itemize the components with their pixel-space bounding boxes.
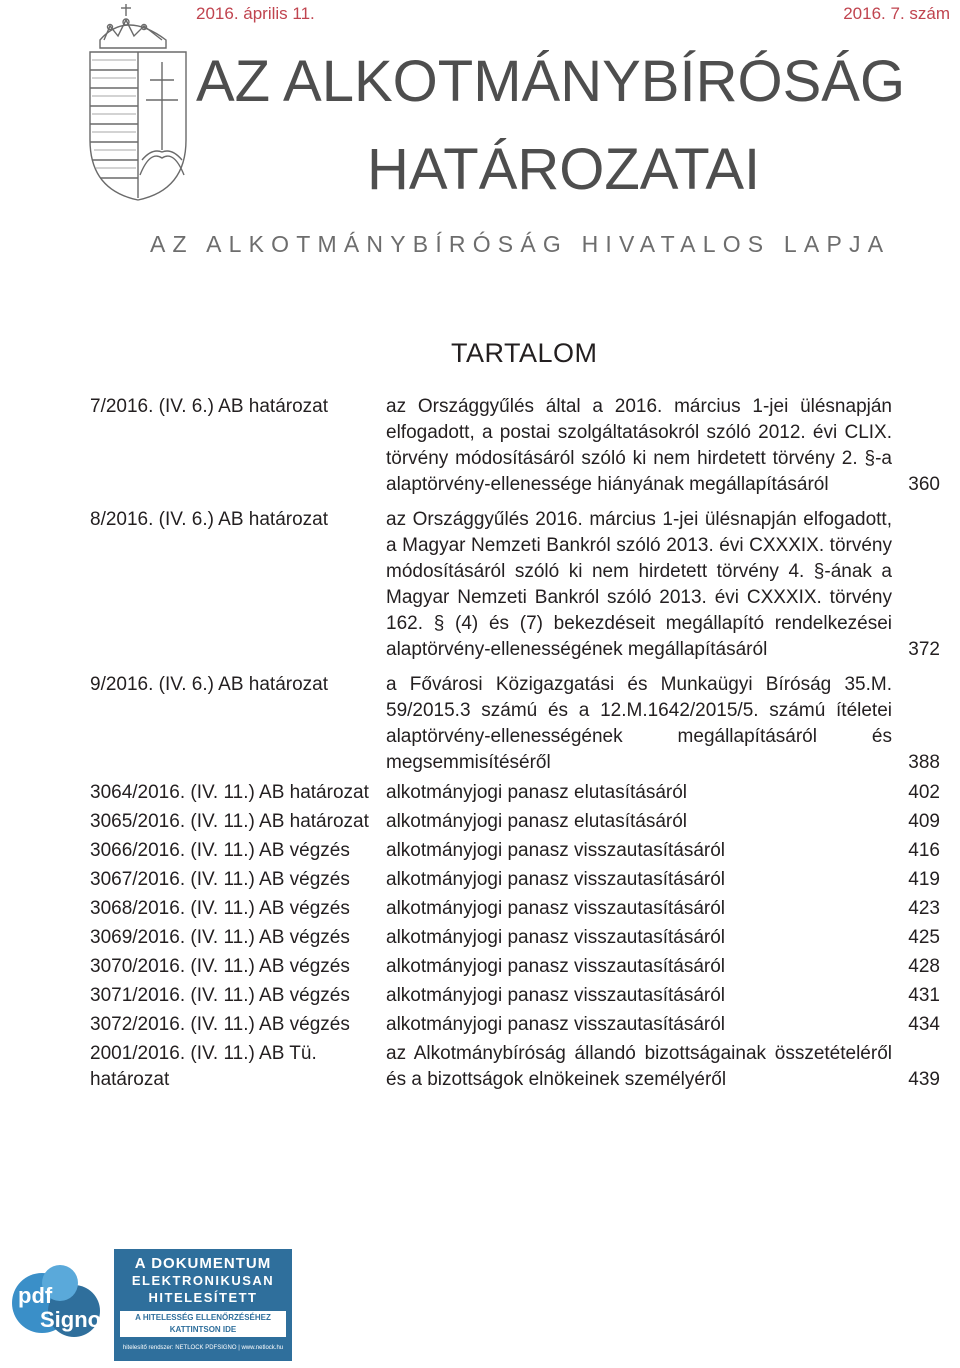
toc-entry-desc: alkotmányjogi panasz visszautasításáról [386,1014,726,1035]
badge-line-2: ELEKTRONIKUSAN [131,1273,275,1288]
toc-entry-ref: 3071/2016. (IV. 11.) AB végzés [90,985,350,1006]
toc-entry-desc: alkotmányjogi panasz elutasításáról [386,811,688,832]
journal-subtitle: AZ ALKOTMÁNYBÍRÓSÁG HIVATALOS LAPJA [150,231,891,257]
badge-line-3: HITELESÍTETT [148,1290,258,1305]
toc-heading: TARTALOM [451,338,598,368]
toc-entry[interactable] [90,983,950,1009]
badge-line-5: KATTINTSON IDE [169,1325,237,1334]
issue-date: 2016. április 11. [196,4,315,23]
toc-entry-page: 428 [908,956,940,977]
toc-entry-page: 360 [908,474,940,495]
toc-entry[interactable] [90,838,950,864]
toc-entry-ref: 3066/2016. (IV. 11.) AB végzés [90,840,350,861]
journal-title-line2: HATÁROZATAI [367,137,761,202]
toc-entry-page: 409 [908,811,940,832]
issue-number: 2016. 7. szám [843,4,950,23]
toc-entry-ref: 3070/2016. (IV. 11.) AB végzés [90,956,350,977]
journal-title-line1: AZ ALKOTMÁNYBÍRÓSÁG [196,49,906,114]
toc-entry-desc: alkotmányjogi panasz visszautasításáról [386,956,726,977]
toc-entry[interactable] [90,780,950,806]
toc-entry-desc: az Országgyűlés által a 2016. március 1-jei ülésnapján elfogadott, a postai szolgáltatásokról szóló 2012. évi CLIX. törvény módosításáról szóló ki nem hirdetett törvény 2. §-a alaptörvény-ellenessége hiányának megállapításáról [386,396,892,495]
hungarian-coat-of-arms-icon [78,0,196,205]
toc-entry-desc: alkotmányjogi panasz visszautasításáról [386,840,726,861]
toc-entry-page: 402 [908,782,940,803]
toc-entry-page: 431 [908,985,940,1006]
toc-entry[interactable] [90,809,950,835]
toc-entry-ref: 9/2016. (IV. 6.) AB határozat [90,674,329,695]
toc-entry-page: 425 [908,927,940,948]
toc-entry-ref: 3069/2016. (IV. 11.) AB végzés [90,927,350,948]
toc-entry-page: 419 [908,869,940,890]
toc-entry-desc: az Alkotmánybíróság állandó bizottságainak összetételéről és a bizottságok elnökeinek személyéről [386,1043,892,1090]
toc-entry-desc: alkotmányjogi panasz elutasításáról [386,782,688,803]
pdfsigno-logo-text-2: Signo [40,1307,102,1332]
toc-entry[interactable] [90,896,950,922]
toc-entry-page: 372 [908,639,940,660]
toc-entry-desc: alkotmányjogi panasz visszautasításáról [386,985,726,1006]
toc-entry-ref: 3064/2016. (IV. 11.) AB határozat [90,782,369,803]
toc-entry[interactable] [90,507,950,663]
toc-entry-ref: 3067/2016. (IV. 11.) AB végzés [90,869,350,890]
toc-entry[interactable] [90,867,950,893]
toc-entry-desc: alkotmányjogi panasz visszautasításáról [386,869,726,890]
toc-entry-page: 416 [908,840,940,861]
toc-entry-desc: az Országgyűlés 2016. március 1-jei ülésnapján elfogadott, a Magyar Nemzeti Bankról szóló 2013. évi CXXXIX. törvény módosításáról szóló ki nem hirdetett törvény 4. §-ának a Magyar Nemzeti Bankról szóló 2013. évi CXXXIX. törvény 162. § (4) és (7) bekezdéseit megállapító rendelkezései alaptörvény-ellenességének megállapításáról [386,509,892,660]
toc-entry-ref: 3072/2016. (IV. 11.) AB végzés [90,1014,350,1035]
toc-entry-desc: a Fővárosi Közigazgatási és Munkaügyi Bíróság 35.M. 59/2015.3 számú és a 12.M.1642/2015/5. számú ítéletei alaptörvény-ellenességének megállapításáról és megsemmisítéséről [386,674,892,773]
badge-panel[interactable] [114,1249,292,1361]
signature-badge[interactable] [2,1249,292,1361]
toc-entry[interactable] [90,672,950,776]
badge-footer: hitelesítő rendszer: NETLOCK PDFSIGNO | www.netlock.hu [122,1345,284,1351]
toc-entry-ref: 2001/2016. (IV. 11.) AB Tü. határozat [90,1043,317,1090]
toc-entry[interactable] [90,954,950,980]
badge-line-1: A DOKUMENTUM [134,1255,272,1272]
toc-entry-desc: alkotmányjogi panasz visszautasításáról [386,898,726,919]
toc-entry-ref: 8/2016. (IV. 6.) AB határozat [90,509,329,530]
toc-entry[interactable] [90,394,950,498]
toc-entry[interactable] [90,925,950,951]
table-of-contents [90,394,950,1093]
toc-entry-page: 434 [908,1014,940,1035]
toc-entry-ref: 7/2016. (IV. 6.) AB határozat [90,396,329,417]
toc-entry-page: 423 [908,898,940,919]
toc-entry-desc: alkotmányjogi panasz visszautasításáról [386,927,726,948]
pdfsigno-logo-text-1: pdf [18,1283,53,1308]
toc-entry[interactable] [90,1012,950,1038]
toc-entry-ref: 3068/2016. (IV. 11.) AB végzés [90,898,350,919]
toc-entry-page: 388 [908,752,940,773]
toc-entry-page: 439 [908,1069,940,1090]
badge-line-4: A HITELESSÉG ELLENŐRZÉSÉHEZ [135,1313,271,1322]
toc-entry[interactable] [90,1041,950,1093]
toc-entry-ref: 3065/2016. (IV. 11.) AB határozat [90,811,369,832]
